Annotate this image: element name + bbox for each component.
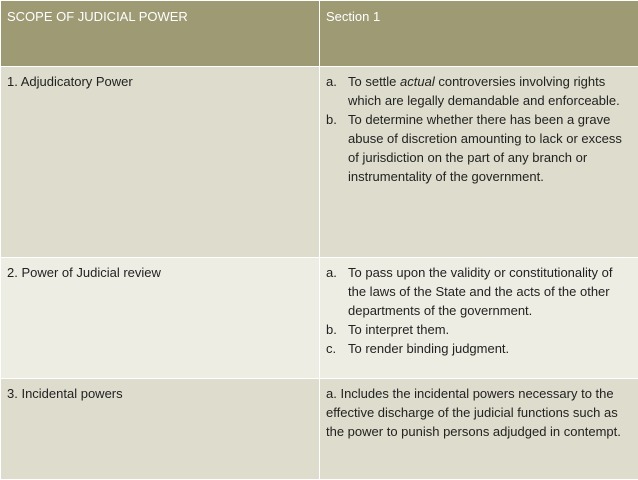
row-content	[320, 258, 638, 379]
item-marker: b.	[326, 320, 337, 339]
item-text-post: controversies involving rights which are legally demandable and enforceable.	[348, 74, 620, 108]
header-scope: SCOPE OF JUDICIAL POWER	[1, 1, 320, 67]
item-text: To render binding judgment.	[348, 341, 509, 356]
table-row	[1, 379, 638, 480]
item-text: To determine whether there has been a grave abuse of discretion amounting to lack or excess of jurisdiction on the part of any branch or instrumentality of the government.	[348, 112, 622, 184]
item-marker: a.	[326, 72, 337, 91]
header-section: Section 1	[320, 1, 638, 67]
item-list	[326, 263, 632, 358]
item-list	[326, 72, 632, 186]
list-item	[326, 320, 632, 339]
table-row	[1, 67, 638, 258]
list-item	[326, 110, 632, 186]
item-marker: b.	[326, 110, 337, 129]
item-marker: c.	[326, 339, 336, 358]
row-label: 1. Adjudicatory Power	[1, 67, 320, 258]
item-marker: a.	[326, 263, 337, 282]
list-item	[326, 72, 632, 110]
item-text: To interpret them.	[348, 322, 449, 337]
row-text: a. Includes the incidental powers necessary to the effective discharge of the judicial functions such as the power to punish persons adjudged in contempt.	[326, 384, 632, 441]
table-header-row	[1, 1, 638, 67]
row-content	[320, 67, 638, 258]
table-row	[1, 258, 638, 379]
item-text: To pass upon the validity or constitutionality of the laws of the State and the acts of the other departments of the government.	[348, 265, 612, 318]
list-item	[326, 263, 632, 320]
list-item	[326, 339, 632, 358]
item-text-pre: To settle	[348, 74, 400, 89]
row-content	[320, 379, 638, 480]
row-label: 2. Power of Judicial review	[1, 258, 320, 379]
item-text-emphasis: actual	[400, 74, 435, 89]
row-label: 3. Incidental powers	[1, 379, 320, 480]
